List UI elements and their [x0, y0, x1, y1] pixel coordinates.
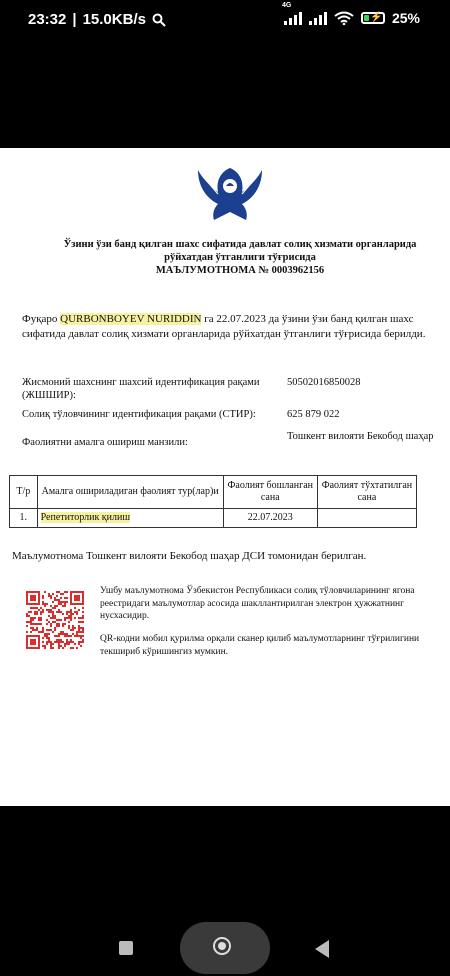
wifi-icon: [334, 11, 354, 25]
battery-percent: 25%: [391, 10, 420, 26]
document-title: [30, 238, 450, 277]
address-row: Фаолиятни амалга ошириш манзили: Тошкент вилояти Бекобод шаҳар: [22, 430, 450, 460]
status-time: 23:32: [28, 11, 67, 28]
signal-icon-2: [309, 11, 327, 25]
tin-value: 625 879 022: [287, 409, 340, 420]
recents-button[interactable]: [119, 941, 133, 955]
table-row: 1. Репетиторлик қилиш 22.07.2023: [10, 509, 417, 528]
back-button[interactable]: [315, 940, 329, 958]
intro-paragraph: Фуқаро QURBONBOYEV NURIDDIN га 22.07.2023 да ўзини ўзи банд қилган шахс сифатида давлат солиқ хизмати органларида рўйхатдан ўтганлиги тўғрисида берилди.: [22, 313, 426, 340]
home-icon-dot: [218, 942, 226, 950]
address-value: Тошкент вилояти Бекобод шаҳар: [287, 431, 434, 442]
title-line-3: МАЪЛУМОТНОМА № 0003962156: [155, 265, 325, 276]
battery-icon: ⚡: [361, 12, 385, 24]
table-header-row: Т/р Амалга ошириладиган фаолият тур(лар)и Фаолият бошланган сана Фаолият тўхтатилган сана: [10, 476, 417, 509]
title-line-2: рўйхатдан ўтганлиги тўғрисида: [164, 252, 316, 263]
qr-instruction: QR-кодни мобил қурилма орқали сканер қилиб маълумотларнинг тўғрилигини текшириб кўришингиз мумкин.: [100, 634, 420, 657]
network-label: 4G: [281, 2, 292, 9]
emblem-icon: [196, 164, 264, 224]
search-icon: [152, 13, 166, 27]
citizen-name: QURBONBOYEV NURIDDIN: [60, 313, 202, 325]
qr-description: Ушбу маълумотнома Ўзбекистон Республикаси солиқ тўловчиларининг ягона реестридаги маълумотлар асосида шакллантирилган электрон ҳужжатнинг нусхасидир.: [100, 586, 415, 621]
issuer-note: Маълумотнома Тошкент вилояти Бекобод шаҳар ДСИ томонидан берилган.: [12, 550, 367, 562]
title-line-1: Ўзини ўзи банд қилган шахс сифатида давлат солиқ хизмати органларида: [63, 239, 417, 250]
tin-row: Солиқ тўловчининг идентификация рақами (СТИР): 625 879 022: [22, 408, 450, 422]
pinfl-row: Жисмоний шахснинг шахсий идентификация рақами (ЖШШИР): 50502016850028: [22, 376, 450, 406]
signal-icon: [281, 2, 302, 25]
activity-table: [9, 475, 417, 528]
activity-type: Репетиторлик қилиш: [40, 512, 131, 523]
status-bar: 23:32 | 15.0KB/s 4G ⚡ 25%: [28, 2, 420, 28]
pinfl-value: 50502016850028: [287, 377, 361, 388]
document-page: [0, 148, 450, 806]
qr-code-icon: [26, 591, 84, 649]
status-speed: 15.0KB/s: [82, 11, 146, 28]
registration-date: 22.07.2023: [216, 313, 266, 325]
